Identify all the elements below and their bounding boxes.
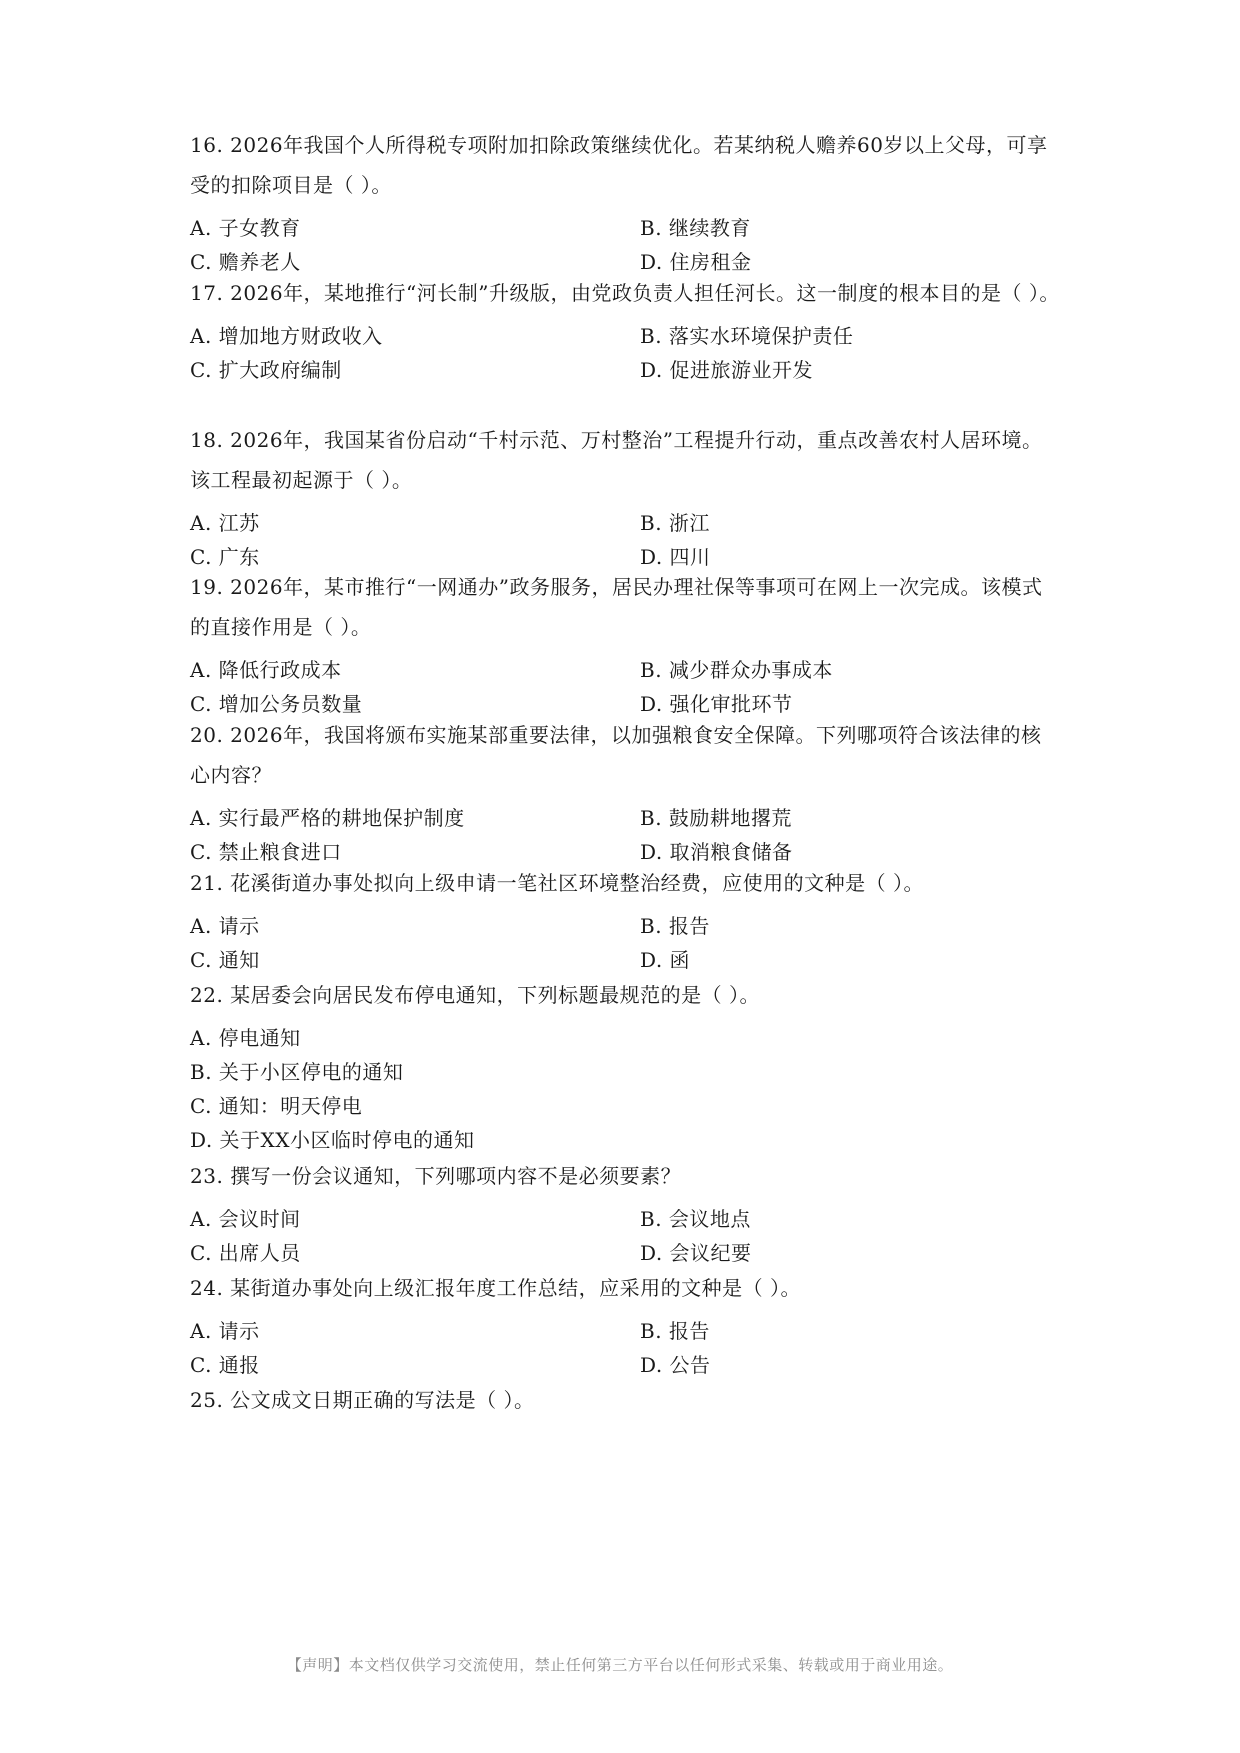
option-list	[190, 319, 1060, 387]
option-b: B. 会议地点	[640, 1207, 751, 1231]
question-17	[190, 273, 1060, 387]
option-c: C. 增加公务员数量	[190, 692, 363, 716]
question-stem: 20. 2026年，我国将颁布实施某部重要法律，以加强粮食安全保障。下列哪项符合该法律的核心内容？	[190, 723, 1042, 787]
option-c: C. 广东	[190, 545, 260, 569]
option-list	[190, 801, 1060, 869]
disclaimer-footer: 【声明】本文档仅供学习交流使用，禁止任何第三方平台以任何形式采集、转载或用于商业用途。	[286, 1656, 954, 1674]
option-b: B. 鼓励耕地撂荒	[640, 806, 792, 830]
option-a: A. 请示	[190, 1319, 260, 1343]
option-a: A. 增加地方财政收入	[190, 324, 383, 348]
question-19	[190, 567, 1060, 721]
option-d: D. 强化审批环节	[640, 692, 793, 716]
question-stem: 24. 某街道办事处向上级汇报年度工作总结，应采用的文种是（ ）。	[190, 1276, 802, 1300]
option-list	[190, 909, 1060, 977]
option-b: B. 关于小区停电的通知	[190, 1060, 404, 1084]
option-list	[190, 506, 1060, 574]
question-25	[190, 1380, 1060, 1420]
option-b: B. 减少群众办事成本	[640, 658, 833, 682]
option-d: D. 会议纪要	[640, 1241, 752, 1265]
option-d: D. 住房租金	[640, 250, 752, 274]
option-a: A. 会议时间	[190, 1207, 301, 1231]
question-stem: 18. 2026年，我国某省份启动“千村示范、万村整治”工程提升行动，重点改善农村人居环境。该工程最初起源于（ ）。	[190, 428, 1043, 492]
question-23	[190, 1156, 1060, 1270]
question-24	[190, 1268, 1060, 1382]
question-stem: 23. 撰写一份会议通知，下列哪项内容不是必须要素？	[190, 1164, 682, 1188]
option-d: D. 公告	[640, 1353, 711, 1377]
option-list	[190, 653, 1060, 721]
option-c: C. 通知	[190, 948, 260, 972]
question-stem: 21. 花溪街道办事处拟向上级申请一笔社区环境整治经费，应使用的文种是（ ）。	[190, 871, 925, 895]
option-a: A. 请示	[190, 914, 260, 938]
option-d: D. 关于XX小区临时停电的通知	[190, 1128, 475, 1152]
question-20	[190, 715, 1060, 869]
option-list	[190, 1021, 1060, 1157]
option-list	[190, 211, 1060, 279]
option-c: C. 通知：明天停电	[190, 1094, 363, 1118]
option-b: B. 报告	[640, 914, 710, 938]
option-d: D. 函	[640, 948, 691, 972]
option-b: B. 继续教育	[640, 216, 751, 240]
question-stem: 16. 2026年我国个人所得税专项附加扣除政策继续优化。若某纳税人赡养60岁以上父母，可享受的扣除项目是（ ）。	[190, 133, 1048, 197]
option-d: D. 促进旅游业开发	[640, 358, 814, 382]
option-list	[190, 1314, 1060, 1382]
option-c: C. 赡养老人	[190, 250, 301, 274]
option-b: B. 报告	[640, 1319, 710, 1343]
option-a: A. 实行最严格的耕地保护制度	[190, 806, 465, 830]
option-c: C. 出席人员	[190, 1241, 301, 1265]
question-22	[190, 975, 1060, 1157]
option-b: B. 浙江	[640, 511, 710, 535]
option-c: C. 扩大政府编制	[190, 358, 342, 382]
option-d: D. 取消粮食储备	[640, 840, 793, 864]
question-stem: 19. 2026年，某市推行“一网通办”政务服务，居民办理社保等事项可在网上一次完成。该模式的直接作用是（ ）。	[190, 575, 1043, 639]
question-16	[190, 125, 1060, 279]
option-a: A. 停电通知	[190, 1026, 301, 1050]
option-a: A. 江苏	[190, 511, 260, 535]
question-21	[190, 863, 1060, 977]
option-b: B. 落实水环境保护责任	[640, 324, 854, 348]
question-stem: 17. 2026年，某地推行“河长制”升级版，由党政负责人担任河长。这一制度的根本目的是（ ）。	[190, 281, 1060, 305]
option-list	[190, 1202, 1060, 1270]
option-d: D. 四川	[640, 545, 711, 569]
option-a: A. 子女教育	[190, 216, 301, 240]
question-stem: 25. 公文成文日期正确的写法是（ ）。	[190, 1388, 535, 1412]
option-c: C. 通报	[190, 1353, 260, 1377]
option-c: C. 禁止粮食进口	[190, 840, 342, 864]
question-stem: 22. 某居委会向居民发布停电通知，下列标题最规范的是（ ）。	[190, 983, 761, 1007]
option-a: A. 降低行政成本	[190, 658, 342, 682]
question-18	[190, 420, 1060, 574]
